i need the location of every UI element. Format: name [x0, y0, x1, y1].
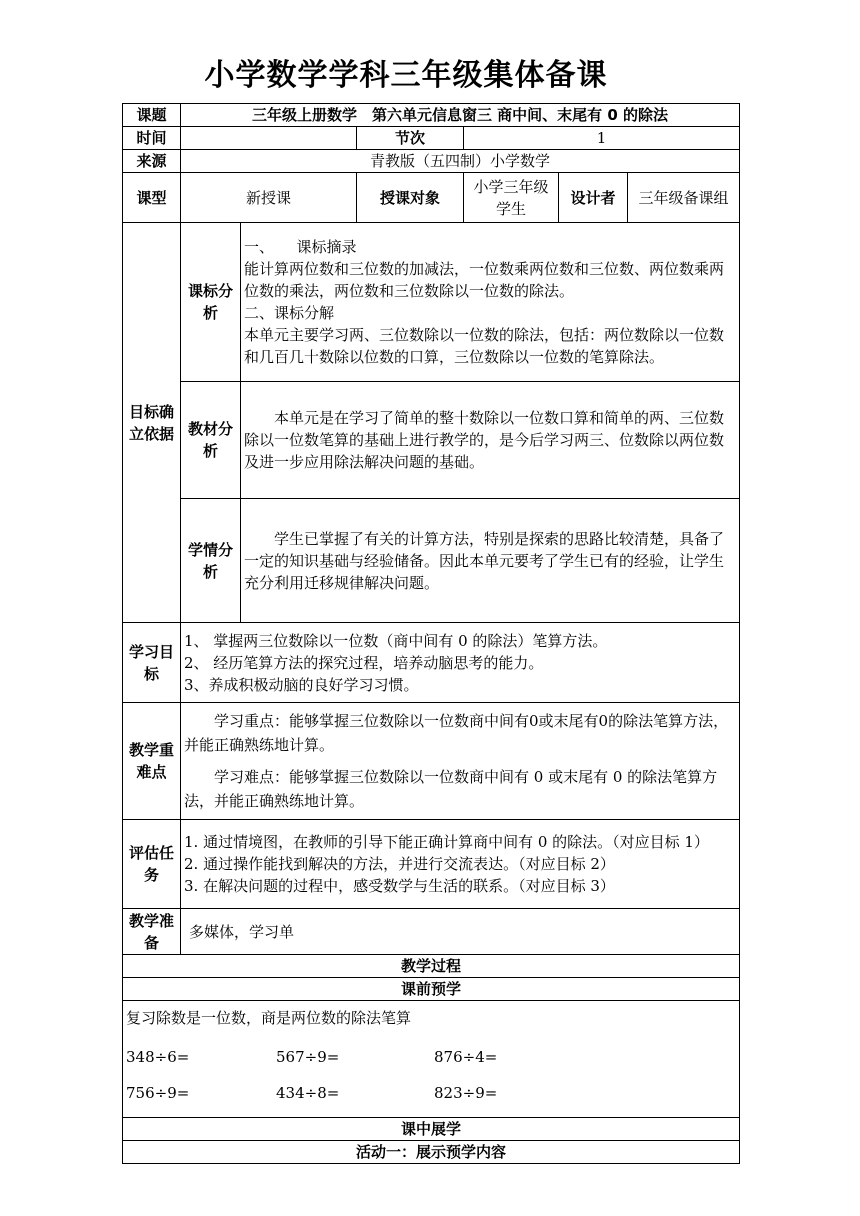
value-topic: 三年级上册数学 第六单元信息窗三 商中间、末尾有 0 的除法	[181, 104, 740, 127]
row-preview-content	[123, 1001, 740, 1118]
activity-heading: 活动一：展示预学内容	[123, 1141, 740, 1164]
row-activity-heading	[123, 1141, 740, 1164]
exercise-row	[126, 1075, 736, 1111]
label-objectives: 学习目标	[123, 623, 181, 703]
exercise: 876÷4=	[434, 1048, 498, 1066]
value-time	[181, 127, 357, 150]
row-objectives	[123, 623, 740, 703]
label-audience: 授课对象	[357, 173, 464, 223]
label-lesson-type: 课型	[123, 173, 181, 223]
row-source	[123, 150, 740, 173]
value-session: 1	[464, 127, 740, 150]
learners-content: 学生已掌握了有关的计算方法，特别是探索的思路比较清楚，具备了一定的知识基础与经验储备。因此本单元要考了学生已有的经验，让学生充分利用迁移规律解决问题。	[244, 529, 725, 592]
standards-line: 能计算两位数和三位数的加减法，一位数乘两位数和三位数、两位数乘两位数的乘法，两位数和三位数除以一位数的除法。	[244, 260, 725, 300]
row-process-heading	[123, 955, 740, 978]
in-class-heading: 课中展学	[123, 1118, 740, 1141]
row-in-class-heading	[123, 1118, 740, 1141]
assessment-content	[181, 820, 740, 909]
textbook-content: 本单元是在学习了简单的整十数除以一位数口算和简单的两、三位数除以一位数笔算的基础上进行教学的，是今后学习两三、位数除以两位数及进一步应用除法解决问题的基础。	[244, 409, 725, 471]
exercise: 348÷6=	[126, 1048, 190, 1066]
assessment-item: 3. 在解决问题的过程中，感受数学与生活的联系。（对应目标 3）	[184, 877, 615, 895]
key-points-content	[181, 703, 740, 820]
row-textbook	[123, 382, 740, 499]
objective-item: 2、 经历笔算方法的探究过程，培养动脑思考的能力。	[184, 653, 544, 672]
exercise-row	[126, 1039, 736, 1075]
label-basis: 目标确立依据	[123, 223, 181, 623]
value-lesson-type: 新授课	[181, 173, 357, 223]
label-learners: 学情分析	[181, 499, 241, 623]
preview-content	[123, 1001, 740, 1118]
assessment-item: 2. 通过操作能找到解决的方法，并进行交流表达。（对应目标 2）	[184, 855, 615, 873]
label-textbook: 教材分析	[181, 382, 241, 499]
preview-heading: 课前预学	[123, 978, 740, 1001]
key-point: 学习重点：能够掌握三位数除以一位数商中间有0或末尾有0的除法笔算方法，并能正确熟练地计算。	[184, 712, 729, 754]
label-key-points: 教学重难点	[123, 703, 181, 820]
label-assessment: 评估任务	[123, 820, 181, 909]
row-topic	[123, 104, 740, 127]
objectives-content	[181, 623, 740, 703]
objective-item: 1、 掌握两三位数除以一位数（商中间有 0 的除法）笔算方法。	[184, 631, 608, 650]
difficult-point: 学习难点：能够掌握三位数除以一位数商中间有 0 或末尾有 0 的除法笔算方法，并能正确熟练地计算。	[184, 768, 718, 810]
label-standards: 课标分析	[181, 223, 241, 382]
objective-item: 3、养成积极动脑的良好学习习惯。	[184, 675, 419, 694]
row-preview-heading	[123, 978, 740, 1001]
row-lesson-type	[123, 173, 740, 223]
row-preparation	[123, 909, 740, 955]
label-source: 来源	[123, 150, 181, 173]
label-preparation: 教学准备	[123, 909, 181, 955]
assessment-item: 1. 通过情境图，在教师的引导下能正确计算商中间有 0 的除法。（对应目标 1）	[184, 833, 709, 851]
page-title: 小学数学学科三年级集体备课	[204, 58, 608, 93]
preparation-content: 多媒体，学习单	[181, 909, 740, 955]
label-topic: 课题	[123, 104, 181, 127]
exercise: 756÷9=	[126, 1084, 190, 1102]
standards-line: 一、 课标摘录	[244, 238, 357, 256]
label-time: 时间	[123, 127, 181, 150]
process-heading: 教学过程	[123, 955, 740, 978]
exercise: 823÷9=	[434, 1084, 498, 1102]
lesson-plan-table	[122, 103, 740, 1164]
row-standards	[123, 223, 740, 382]
standards-content	[241, 223, 740, 382]
value-source: 青教版（五四制）小学数学	[181, 150, 740, 173]
value-designer: 三年级备课组	[628, 173, 740, 223]
row-time	[123, 127, 740, 150]
label-session: 节次	[357, 127, 464, 150]
row-key-points	[123, 703, 740, 820]
row-assessment	[123, 820, 740, 909]
exercise: 567÷9=	[276, 1048, 340, 1066]
exercise: 434÷8=	[276, 1084, 340, 1102]
preview-intro: 复习除数是一位数，商是两位数的除法笔算	[126, 1009, 412, 1027]
label-designer: 设计者	[559, 173, 628, 223]
standards-line: 本单元主要学习两、三位数除以一位数的除法，包括：两位数除以一位数和几百几十数除以位数的口算，三位数除以一位数的笔算除法。	[244, 326, 725, 366]
standards-line: 二、课标分解	[244, 304, 335, 322]
value-audience: 小学三年级学生	[464, 173, 559, 223]
row-learners	[123, 499, 740, 623]
